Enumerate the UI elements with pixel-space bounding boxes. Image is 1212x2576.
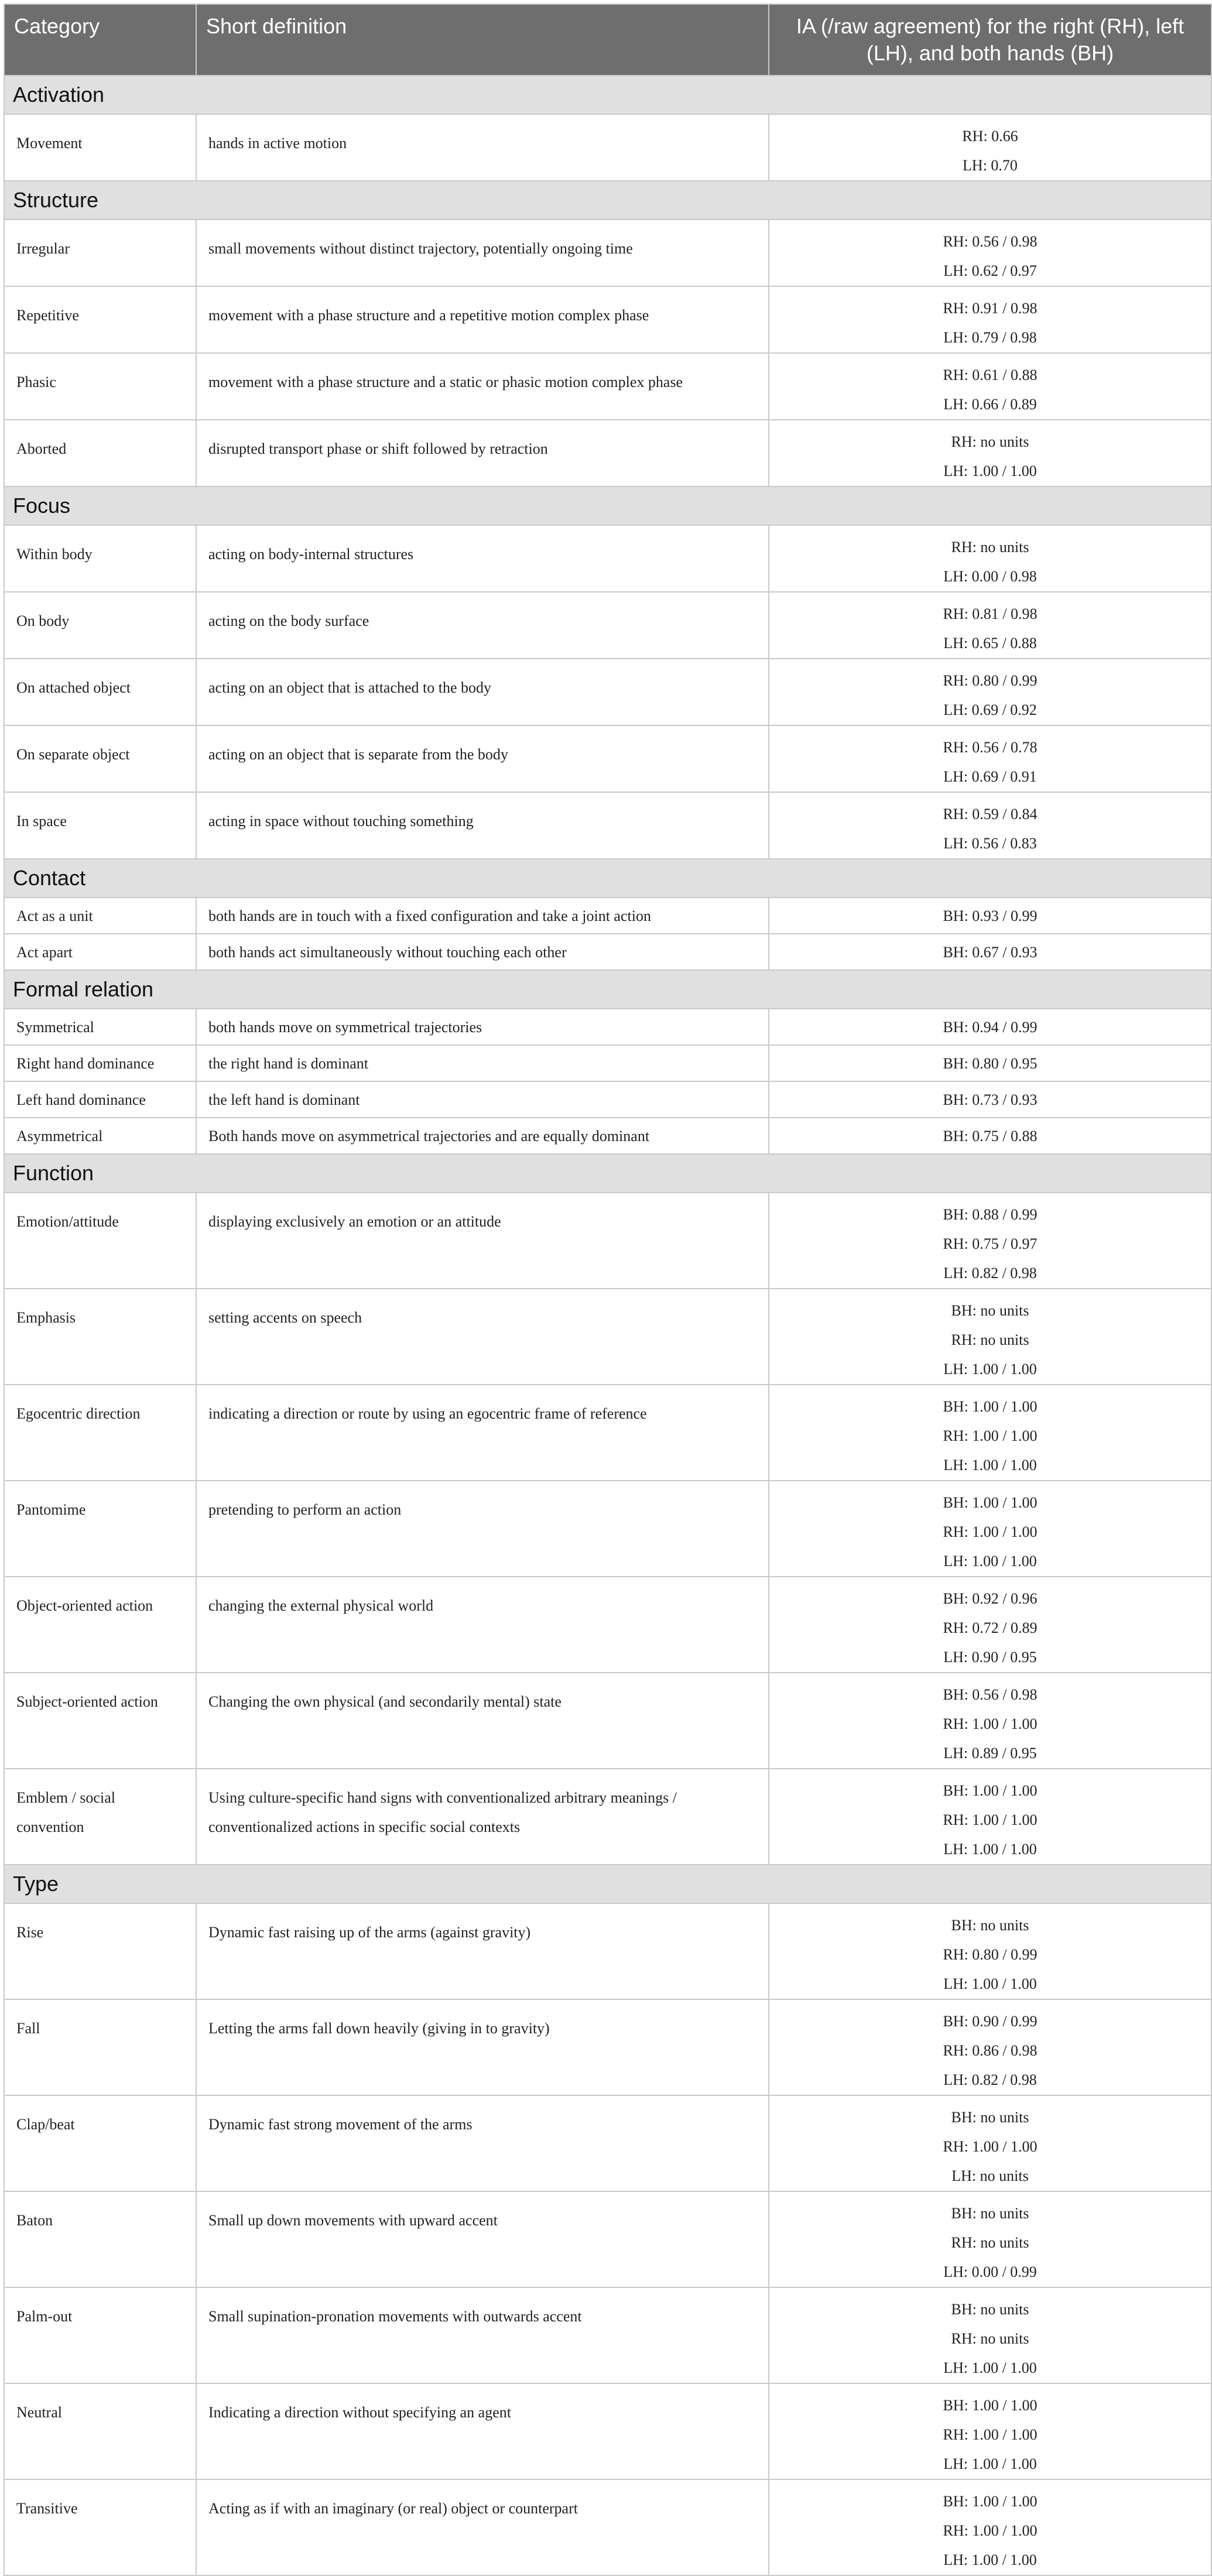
section-title: Type bbox=[4, 1865, 1211, 1903]
header-definition: Short definition bbox=[196, 4, 769, 76]
header-category: Category bbox=[4, 4, 196, 76]
definition-cell: Small supination-pronation movements with outwards accent bbox=[196, 2287, 769, 2383]
agreement-value: RH: 1.00 / 1.00 bbox=[943, 2426, 1038, 2443]
table-row bbox=[4, 2383, 1211, 2479]
agreement-cell bbox=[769, 1481, 1211, 1577]
section-title: Contact bbox=[4, 859, 1211, 898]
category-cell: On attached object bbox=[4, 659, 196, 725]
definition-cell: Dynamic fast strong movement of the arms bbox=[196, 2095, 769, 2191]
category-cell: In space bbox=[4, 792, 196, 859]
table-row bbox=[4, 1385, 1211, 1481]
agreement-value: LH: 1.00 / 1.00 bbox=[943, 1457, 1037, 1474]
definition-cell: setting accents on speech bbox=[196, 1289, 769, 1385]
agreement-cell bbox=[769, 353, 1211, 420]
definition-cell: both hands move on symmetrical trajectories bbox=[196, 1009, 769, 1045]
definition-cell: Dynamic fast raising up of the arms (against gravity) bbox=[196, 1903, 769, 1999]
agreement-cell bbox=[769, 725, 1211, 792]
agreement-value: RH: 1.00 / 1.00 bbox=[943, 1427, 1038, 1444]
agreement-value: RH: 0.86 / 0.98 bbox=[943, 2042, 1038, 2059]
agreement-value: BH: 1.00 / 1.00 bbox=[943, 2493, 1038, 2510]
category-cell: Symmetrical bbox=[4, 1009, 196, 1045]
section-title: Focus bbox=[4, 487, 1211, 525]
agreement-cell bbox=[769, 1289, 1211, 1385]
agreement-value: RH: 0.75 / 0.97 bbox=[943, 1235, 1038, 1252]
agreement-cell bbox=[769, 1903, 1211, 1999]
section-title: Activation bbox=[4, 76, 1211, 114]
agreement-cell bbox=[769, 2479, 1211, 2575]
agreement-value: LH: 0.89 / 0.95 bbox=[943, 1745, 1037, 1762]
agreement-value: LH: 0.66 / 0.89 bbox=[943, 396, 1037, 413]
agreement-cell bbox=[769, 659, 1211, 725]
section-row bbox=[4, 487, 1211, 525]
agreement-value: LH: 1.00 / 1.00 bbox=[943, 463, 1037, 479]
definition-cell: displaying exclusively an emotion or an attitude bbox=[196, 1193, 769, 1289]
table-row bbox=[4, 1009, 1211, 1045]
definition-cell: acting in space without touching something bbox=[196, 792, 769, 859]
category-cell: Rise bbox=[4, 1903, 196, 1999]
table-body bbox=[4, 76, 1211, 2575]
definition-cell: both hands act simultaneously without touching each other bbox=[196, 934, 769, 970]
agreement-value: RH: 0.56 / 0.98 bbox=[943, 233, 1038, 250]
definition-cell: Both hands move on asymmetrical trajectories and are equally dominant bbox=[196, 1118, 769, 1154]
table-row bbox=[4, 525, 1211, 592]
agreement-value: RH: no units bbox=[951, 2234, 1029, 2251]
agreement-cell bbox=[769, 2095, 1211, 2191]
table-row bbox=[4, 286, 1211, 353]
agreement-value: BH: no units bbox=[951, 1917, 1029, 1934]
agreement-cell bbox=[769, 2191, 1211, 2287]
definition-cell: Changing the own physical (and secondarily mental) state bbox=[196, 1673, 769, 1769]
agreement-value: BH: 0.92 / 0.96 bbox=[943, 1590, 1038, 1607]
agreement-value: RH: 0.59 / 0.84 bbox=[943, 806, 1038, 823]
agreement-value: BH: no units bbox=[951, 2109, 1029, 2126]
agreement-cell bbox=[769, 1769, 1211, 1865]
category-cell: Within body bbox=[4, 525, 196, 592]
agreement-cell bbox=[769, 1118, 1211, 1154]
definition-cell: acting on the body surface bbox=[196, 592, 769, 659]
section-row bbox=[4, 1865, 1211, 1903]
agreement-value: RH: 1.00 / 1.00 bbox=[943, 1811, 1038, 1828]
agreement-value: RH: no units bbox=[951, 2330, 1029, 2347]
agreement-cell bbox=[769, 898, 1211, 934]
agreement-value: BH: no units bbox=[951, 2205, 1029, 2222]
definition-cell: pretending to perform an action bbox=[196, 1481, 769, 1577]
definition-cell: Indicating a direction without specifying an agent bbox=[196, 2383, 769, 2479]
category-cell: Repetitive bbox=[4, 286, 196, 353]
table-row bbox=[4, 659, 1211, 725]
table-row bbox=[4, 898, 1211, 934]
definition-cell: Letting the arms fall down heavily (giving in to gravity) bbox=[196, 1999, 769, 2095]
agreement-cell bbox=[769, 1081, 1211, 1118]
agreement-cell bbox=[769, 220, 1211, 286]
category-cell: Subject-oriented action bbox=[4, 1673, 196, 1769]
category-cell: Movement bbox=[4, 114, 196, 181]
table-row bbox=[4, 1081, 1211, 1118]
agreement-value: LH: 0.00 / 0.98 bbox=[943, 568, 1037, 585]
agreement-value: BH: 0.93 / 0.99 bbox=[943, 907, 1038, 924]
agreement-value: LH: 1.00 / 1.00 bbox=[943, 2551, 1037, 2568]
agreement-value: LH: 1.00 / 1.00 bbox=[943, 1553, 1037, 1570]
table-row bbox=[4, 1999, 1211, 2095]
agreement-value: BH: 0.56 / 0.98 bbox=[943, 1686, 1038, 1703]
table-row bbox=[4, 1118, 1211, 1154]
category-cell: Palm-out bbox=[4, 2287, 196, 2383]
agreement-value: RH: 0.56 / 0.78 bbox=[943, 739, 1038, 756]
agreement-value: RH: 0.72 / 0.89 bbox=[943, 1619, 1038, 1636]
agreement-value: LH: no units bbox=[951, 2167, 1029, 2184]
agreement-cell bbox=[769, 934, 1211, 970]
agreement-value: LH: 0.82 / 0.98 bbox=[943, 1265, 1037, 1282]
category-cell: Emblem / social convention bbox=[4, 1769, 196, 1865]
table-header bbox=[4, 4, 1211, 76]
definition-cell: Using culture-specific hand signs with conventionalized arbitrary meanings / conventionalized actions in specific social contexts bbox=[196, 1769, 769, 1865]
agreement-value: RH: 1.00 / 1.00 bbox=[943, 1715, 1038, 1732]
agreement-cell bbox=[769, 1193, 1211, 1289]
agreement-value: LH: 1.00 / 1.00 bbox=[943, 1841, 1037, 1858]
agreement-value: RH: 0.66 bbox=[962, 128, 1018, 145]
agreement-value: BH: 0.75 / 0.88 bbox=[943, 1128, 1038, 1145]
agreement-value: RH: no units bbox=[951, 433, 1029, 450]
table-row bbox=[4, 592, 1211, 659]
agreement-cell bbox=[769, 114, 1211, 181]
table-row bbox=[4, 725, 1211, 792]
agreement-value: LH: 0.70 bbox=[963, 157, 1018, 174]
definition-cell: Small up down movements with upward accent bbox=[196, 2191, 769, 2287]
agreement-value: RH: 0.80 / 0.99 bbox=[943, 1946, 1038, 1963]
definition-cell: the right hand is dominant bbox=[196, 1045, 769, 1081]
agreement-value: BH: 1.00 / 1.00 bbox=[943, 1782, 1038, 1799]
definition-cell: acting on an object that is attached to the body bbox=[196, 659, 769, 725]
agreement-value: RH: 0.61 / 0.88 bbox=[943, 366, 1038, 383]
category-cell: Transitive bbox=[4, 2479, 196, 2575]
agreement-cell bbox=[769, 1673, 1211, 1769]
table-row bbox=[4, 1577, 1211, 1673]
agreement-cell bbox=[769, 1045, 1211, 1081]
agreement-value: LH: 0.69 / 0.91 bbox=[943, 768, 1037, 785]
section-title: Formal relation bbox=[4, 970, 1211, 1009]
agreement-value: BH: 1.00 / 1.00 bbox=[943, 1398, 1038, 1415]
agreement-value: BH: no units bbox=[951, 2301, 1029, 2318]
table-row bbox=[4, 1769, 1211, 1865]
table-row bbox=[4, 2287, 1211, 2383]
category-cell: Irregular bbox=[4, 220, 196, 286]
category-cell: Fall bbox=[4, 1999, 196, 2095]
category-cell: On body bbox=[4, 592, 196, 659]
header-row bbox=[4, 4, 1211, 76]
agreement-cell bbox=[769, 1577, 1211, 1673]
section-title: Function bbox=[4, 1154, 1211, 1193]
agreement-value: LH: 0.56 / 0.83 bbox=[943, 835, 1037, 852]
agreement-value: RH: 0.91 / 0.98 bbox=[943, 300, 1038, 317]
table-row bbox=[4, 2191, 1211, 2287]
agreement-cell bbox=[769, 1385, 1211, 1481]
definition-cell: disrupted transport phase or shift followed by retraction bbox=[196, 420, 769, 487]
table-row bbox=[4, 1481, 1211, 1577]
category-cell: Egocentric direction bbox=[4, 1385, 196, 1481]
category-cell: Right hand dominance bbox=[4, 1045, 196, 1081]
agreement-value: LH: 0.82 / 0.98 bbox=[943, 2071, 1037, 2088]
agreement-value: RH: 0.81 / 0.98 bbox=[943, 605, 1038, 622]
category-cell: Pantomime bbox=[4, 1481, 196, 1577]
category-cell: Clap/beat bbox=[4, 2095, 196, 2191]
category-cell: Emphasis bbox=[4, 1289, 196, 1385]
category-cell: Act as a unit bbox=[4, 898, 196, 934]
agreement-value: BH: no units bbox=[951, 1302, 1029, 1319]
agreement-cell bbox=[769, 592, 1211, 659]
table-row bbox=[4, 1193, 1211, 1289]
agreement-cell bbox=[769, 792, 1211, 859]
table-row bbox=[4, 114, 1211, 181]
agreement-cell bbox=[769, 420, 1211, 487]
agreement-value: LH: 0.00 / 0.99 bbox=[943, 2263, 1037, 2280]
table-row bbox=[4, 2479, 1211, 2575]
agreement-cell bbox=[769, 2287, 1211, 2383]
agreement-value: LH: 0.90 / 0.95 bbox=[943, 1649, 1037, 1666]
agreement-cell bbox=[769, 286, 1211, 353]
header-agreement: IA (/raw agreement) for the right (RH), left (LH), and both hands (BH) bbox=[769, 4, 1211, 76]
table-row bbox=[4, 353, 1211, 420]
agreement-value: RH: no units bbox=[951, 1331, 1029, 1348]
definition-cell: small movements without distinct trajectory, potentially ongoing time bbox=[196, 220, 769, 286]
table-row bbox=[4, 1673, 1211, 1769]
category-cell: On separate object bbox=[4, 725, 196, 792]
agreement-value: RH: 0.80 / 0.99 bbox=[943, 672, 1038, 689]
agreement-value: RH: 1.00 / 1.00 bbox=[943, 2138, 1038, 2155]
definition-cell: Acting as if with an imaginary (or real) object or counterpart bbox=[196, 2479, 769, 2575]
table-row bbox=[4, 1289, 1211, 1385]
agreement-cell bbox=[769, 525, 1211, 592]
table-row bbox=[4, 934, 1211, 970]
category-cell: Left hand dominance bbox=[4, 1081, 196, 1118]
section-row bbox=[4, 76, 1211, 114]
agreement-value: BH: 1.00 / 1.00 bbox=[943, 2397, 1038, 2414]
agreement-value: BH: 0.73 / 0.93 bbox=[943, 1091, 1038, 1108]
agreement-value: LH: 0.69 / 0.92 bbox=[943, 701, 1037, 718]
agreement-value: BH: 0.94 / 0.99 bbox=[943, 1019, 1038, 1036]
agreement-cell bbox=[769, 1999, 1211, 2095]
definition-cell: movement with a phase structure and a static or phasic motion complex phase bbox=[196, 353, 769, 420]
agreement-value: RH: no units bbox=[951, 539, 1029, 556]
table-row bbox=[4, 420, 1211, 487]
agreement-value: LH: 0.79 / 0.98 bbox=[943, 329, 1037, 346]
agreement-value: LH: 1.00 / 1.00 bbox=[943, 2359, 1037, 2376]
definition-cell: both hands are in touch with a fixed configuration and take a joint action bbox=[196, 898, 769, 934]
agreement-value: RH: 1.00 / 1.00 bbox=[943, 1523, 1038, 1540]
section-row bbox=[4, 970, 1211, 1009]
agreement-value: LH: 1.00 / 1.00 bbox=[943, 1361, 1037, 1378]
definition-cell: acting on body-internal structures bbox=[196, 525, 769, 592]
category-cell: Act apart bbox=[4, 934, 196, 970]
table-row bbox=[4, 1903, 1211, 1999]
table-row bbox=[4, 792, 1211, 859]
category-cell: Aborted bbox=[4, 420, 196, 487]
definition-cell: indicating a direction or route by using an egocentric frame of reference bbox=[196, 1385, 769, 1481]
agreement-cell bbox=[769, 1009, 1211, 1045]
agreement-value: BH: 0.67 / 0.93 bbox=[943, 944, 1038, 961]
definition-cell: acting on an object that is separate from the body bbox=[196, 725, 769, 792]
agreement-value: LH: 1.00 / 1.00 bbox=[943, 2455, 1037, 2472]
agreement-value: LH: 1.00 / 1.00 bbox=[943, 1975, 1037, 1992]
definition-cell: changing the external physical world bbox=[196, 1577, 769, 1673]
section-row bbox=[4, 859, 1211, 898]
category-cell: Emotion/attitude bbox=[4, 1193, 196, 1289]
agreement-value: BH: 1.00 / 1.00 bbox=[943, 1494, 1038, 1511]
definition-cell: the left hand is dominant bbox=[196, 1081, 769, 1118]
category-cell: Baton bbox=[4, 2191, 196, 2287]
table-row bbox=[4, 220, 1211, 286]
category-cell: Neutral bbox=[4, 2383, 196, 2479]
agreement-value: BH: 0.80 / 0.95 bbox=[943, 1055, 1038, 1072]
category-cell: Asymmetrical bbox=[4, 1118, 196, 1154]
agreement-table bbox=[4, 4, 1212, 2576]
section-row bbox=[4, 1154, 1211, 1193]
table-row bbox=[4, 1045, 1211, 1081]
section-row bbox=[4, 181, 1211, 220]
section-title: Structure bbox=[4, 181, 1211, 220]
agreement-value: LH: 0.65 / 0.88 bbox=[943, 635, 1037, 652]
agreement-value: BH: 0.90 / 0.99 bbox=[943, 2013, 1038, 2030]
agreement-value: LH: 0.62 / 0.97 bbox=[943, 262, 1037, 279]
category-cell: Phasic bbox=[4, 353, 196, 420]
agreement-value: BH: 0.88 / 0.99 bbox=[943, 1206, 1038, 1223]
category-cell: Object-oriented action bbox=[4, 1577, 196, 1673]
definition-cell: hands in active motion bbox=[196, 114, 769, 181]
agreement-value: RH: 1.00 / 1.00 bbox=[943, 2522, 1038, 2539]
agreement-cell bbox=[769, 2383, 1211, 2479]
definition-cell: movement with a phase structure and a repetitive motion complex phase bbox=[196, 286, 769, 353]
table-row bbox=[4, 2095, 1211, 2191]
